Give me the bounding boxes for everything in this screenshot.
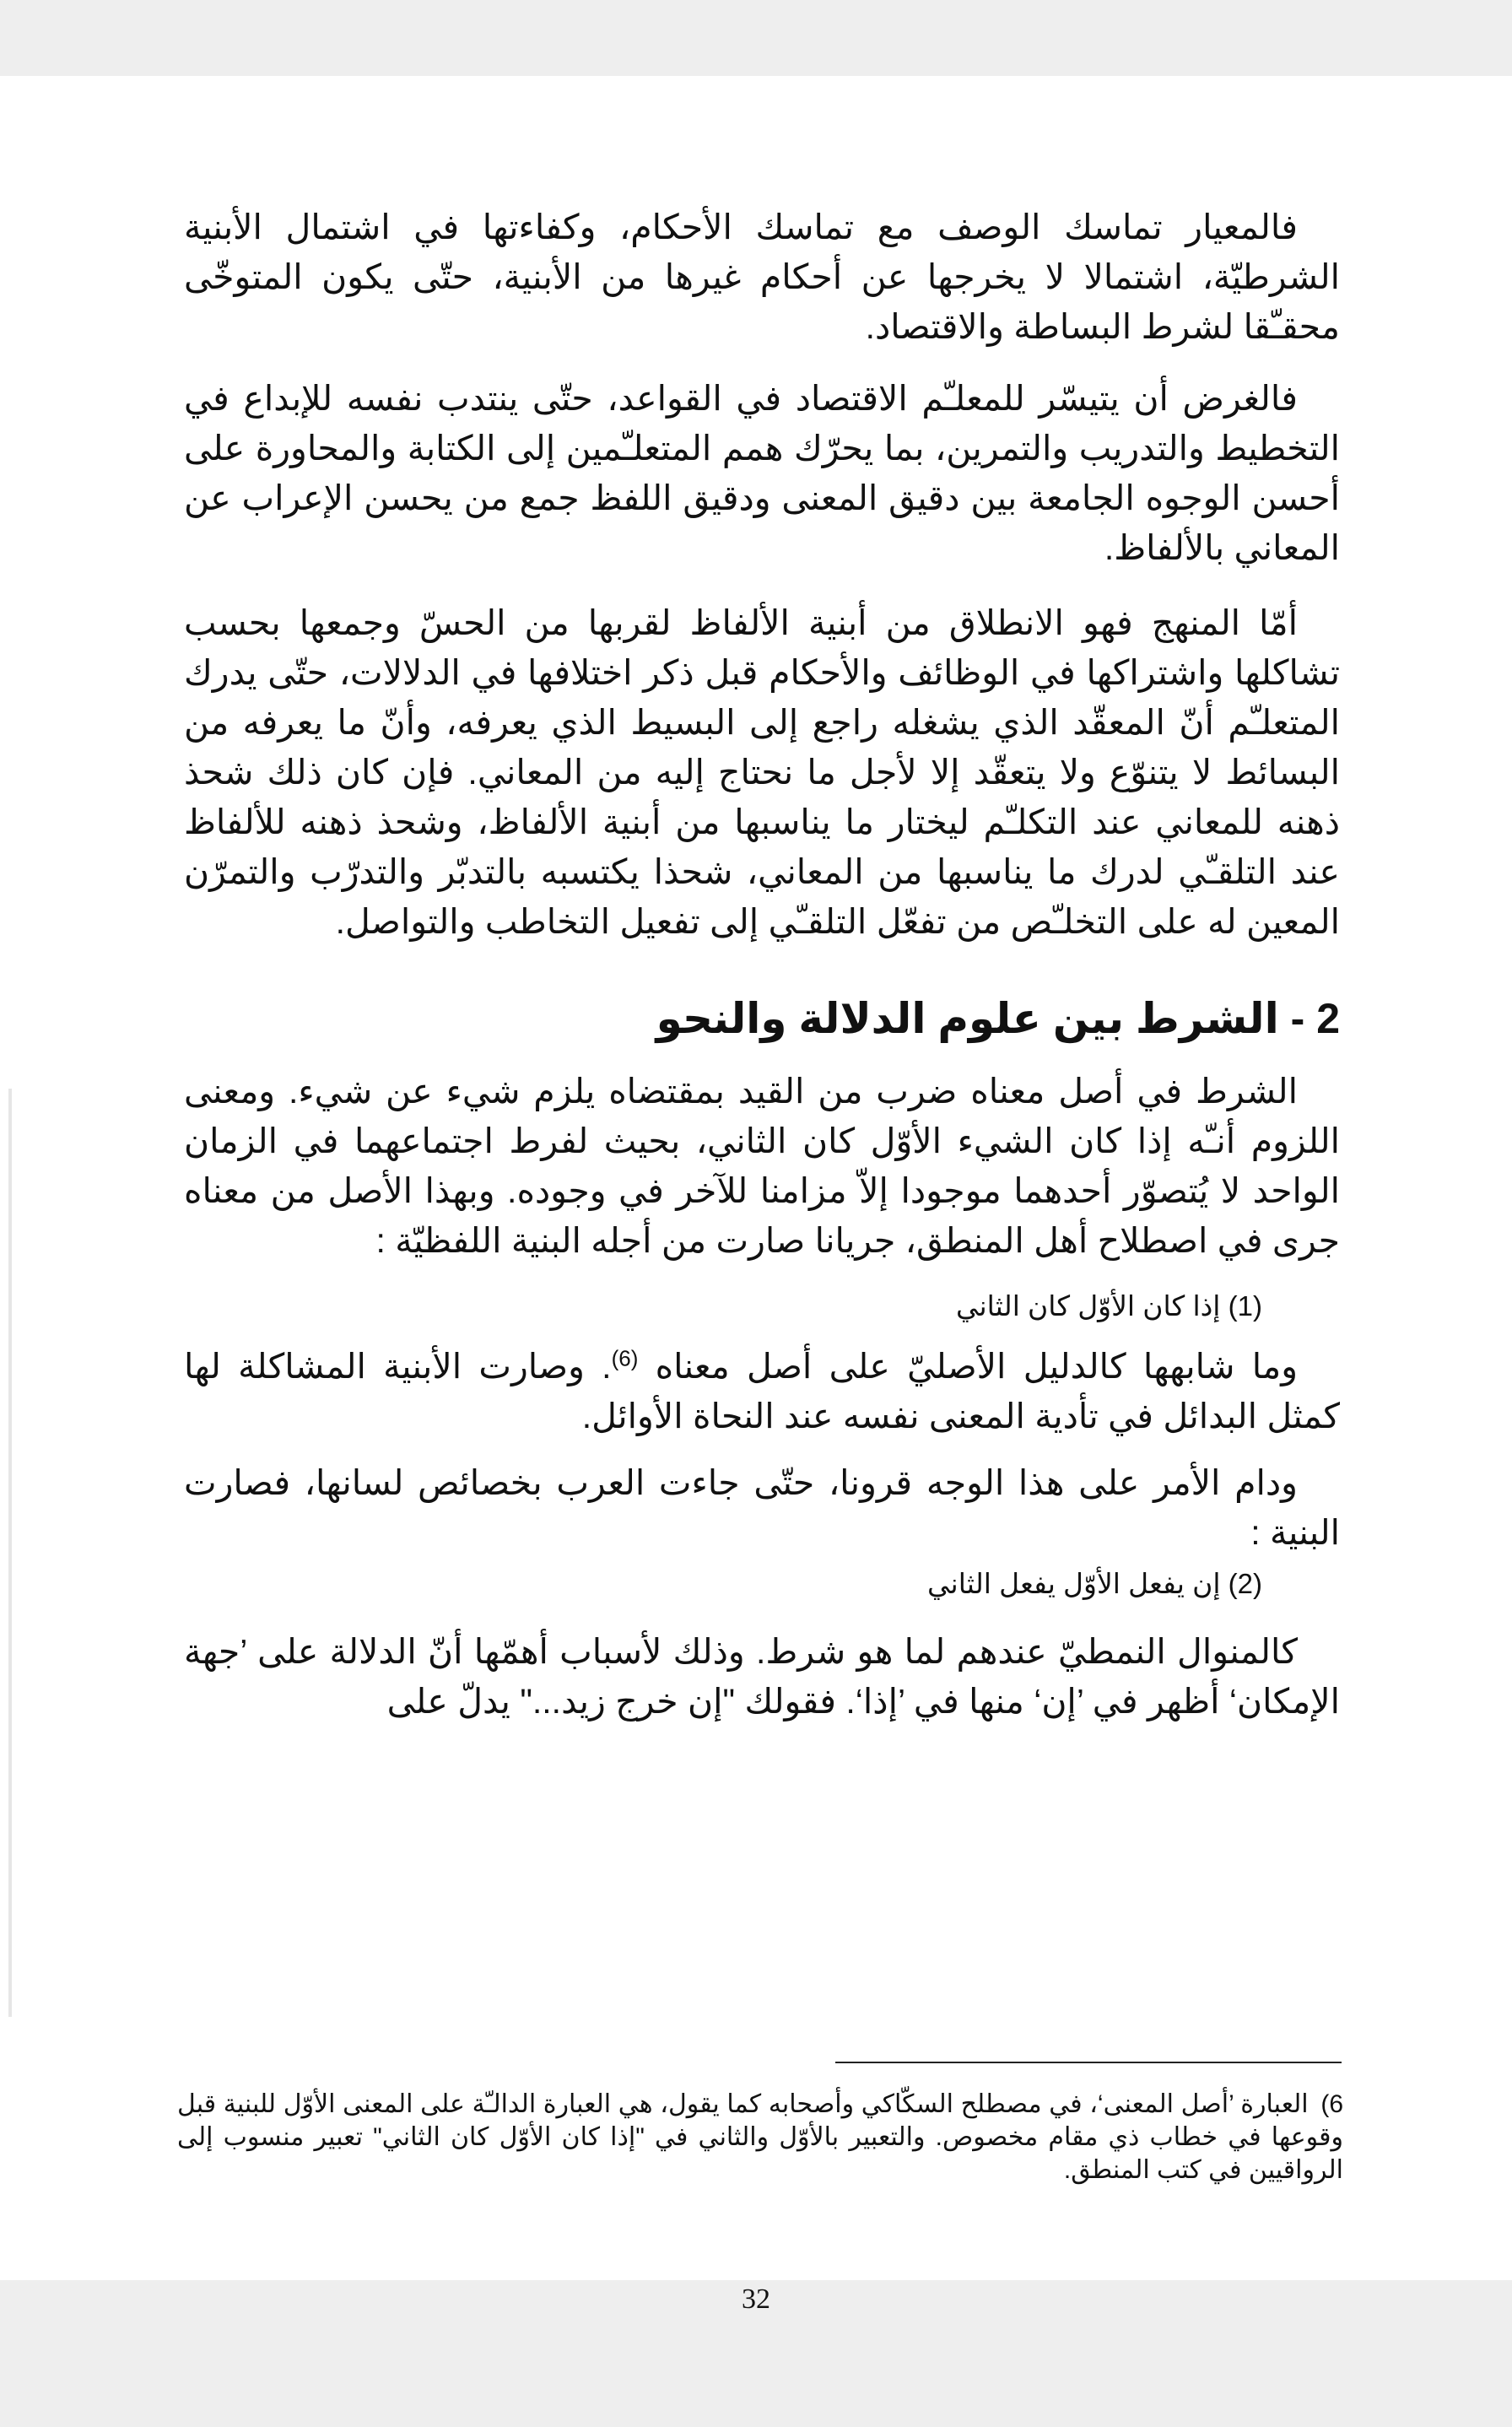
paragraph-arab-structure: ودام الأمر على هذا الوجه قرونا، حتّى جاءت العرب بخصائص لسانها، فصارت البنية : [184,1463,1340,1552]
paragraph-criterion: فالمعيار تماسك الوصف مع تماسك الأحكام، وكفاءتها في اشتمال الأبنية الشرطيّة، اشتمالا لا يخرجها عن أحكام غيرها من الأبنية، حتّى يكون المتوخّى محقـّقا لشرط البساطة والاقتصاد. [184,208,1340,346]
footnote [177,2088,1343,2186]
paragraph-evidence [184,1342,1340,1441]
paragraph-goal: فالغرض أن يتيسّر للمعلـّم الاقتصاد في القواعد، حتّى ينتدب نفسه للإبداع في التخطيط والتدريب والتمرين، بما يحرّك همم المتعلـّمين إلى الكتابة والمحاورة على أحسن الوجوه الجامعة بين دقيق المعنى ودقيق اللفظ جمع من يحسن الإعراب عن المعاني بالألفاظ. [184,379,1340,567]
paragraph-evidence-start: وما شابهها كالدليل الأصليّ على أصل معناه [655,1347,1298,1386]
paragraph-method: أمّا المنهج فهو الانطلاق من أبنية الألفاظ لقربها من الحسّ وجمعها بحسب تشاكلها واشتراكها في الوظائف والأحكام قبل ذكر اختلافها في الدلالات، حتّى يدرك المتعلـّم أنّ المعقّد الذي يشغله راجع إلى البسيط الذي يعرفه، وأنّ ما يعرفه من البسائط لا يتنوّع ولا يتعقّد إلا لأجل ما نحتاج إليه من المعاني. فإن كان ذلك شحذ ذهنه للمعاني عند التكلـّم ليختار ما يناسبها من أبنية الألفاظ، وشحذ ذهنه للألفاظ عند التلقـّي لدرك ما يناسبها من المعاني، شحذا يكتسبه بالتدبّر والتدرّب والتمرّن المعين له على التخلـّص من تفعّل التلقـّي إلى تفعيل التخاطب والتواصل. [184,603,1340,941]
section-separator: - [1290,995,1305,1042]
paragraph-condition-definition: الشرط في أصل معناه ضرب من القيد بمقتضاه يلزم شيء عن شيء. ومعنى اللزوم أنـّه إذا كان الشيء الأوّل كان الثاني، بحيث لفرط اجتماعهما في الزمان الواحد لا يُتصوّر أحدهما موجودا إلاّ مزامنا للآخر في وجوده. وبهذا الأصل من معناه جرى في اصطلاح أهل المنطق، جريانا صارت من أجله البنية اللفظيّة : [184,1072,1340,1260]
section-number: 2 [1316,995,1340,1042]
scan-edge-shadow [8,1089,12,2017]
example-2: (2) إن يفعل الأوّل يفعل الثاني [927,1568,1262,1599]
page-number: 32 [742,2284,770,2315]
document-page [0,76,1512,2315]
paragraph-evidence-end: . وصارت الأبنية المشاكلة لها كمثل البدائل في تأدية المعنى نفسه عند النحاة الأوائل. [184,1347,1340,1435]
paragraph-pattern: كالمنوال النمطيّ عندهم لما هو شرط. وذلك لأسباب أهمّها أنّ الدلالة على ’جهة الإمكان‘ أظهر في ’إن‘ منها في ’إذا‘. فقولك "إن خرج زيد..." يدلّ على [184,1632,1340,1721]
footnote-text: العبارة ’أصل المعنى‘، في مصطلح السكّاكي وأصحابه كما يقول، هي العبارة الدالـّة على المعنى الأوّل للبنية قبل وقوعها في خطاب ذي مقام مخصوص. والتعبير بالأوّل والثاني في "إذا كان الأوّل كان الثاني" تعبير منسوب إلى الرواقيين في كتب المنطق. [177,2090,1343,2184]
footnote-number: 6) [1320,2090,1343,2118]
footnote-divider [835,2062,1342,2063]
page-body [184,203,1340,1727]
section-heading [184,986,1340,1051]
footnote-reference: (6) [611,1345,639,1371]
section-title: الشرط بين علوم الدلالة والنحو [656,995,1279,1042]
example-1: (1) إذا كان الأوّل كان الثاني [955,1290,1262,1322]
